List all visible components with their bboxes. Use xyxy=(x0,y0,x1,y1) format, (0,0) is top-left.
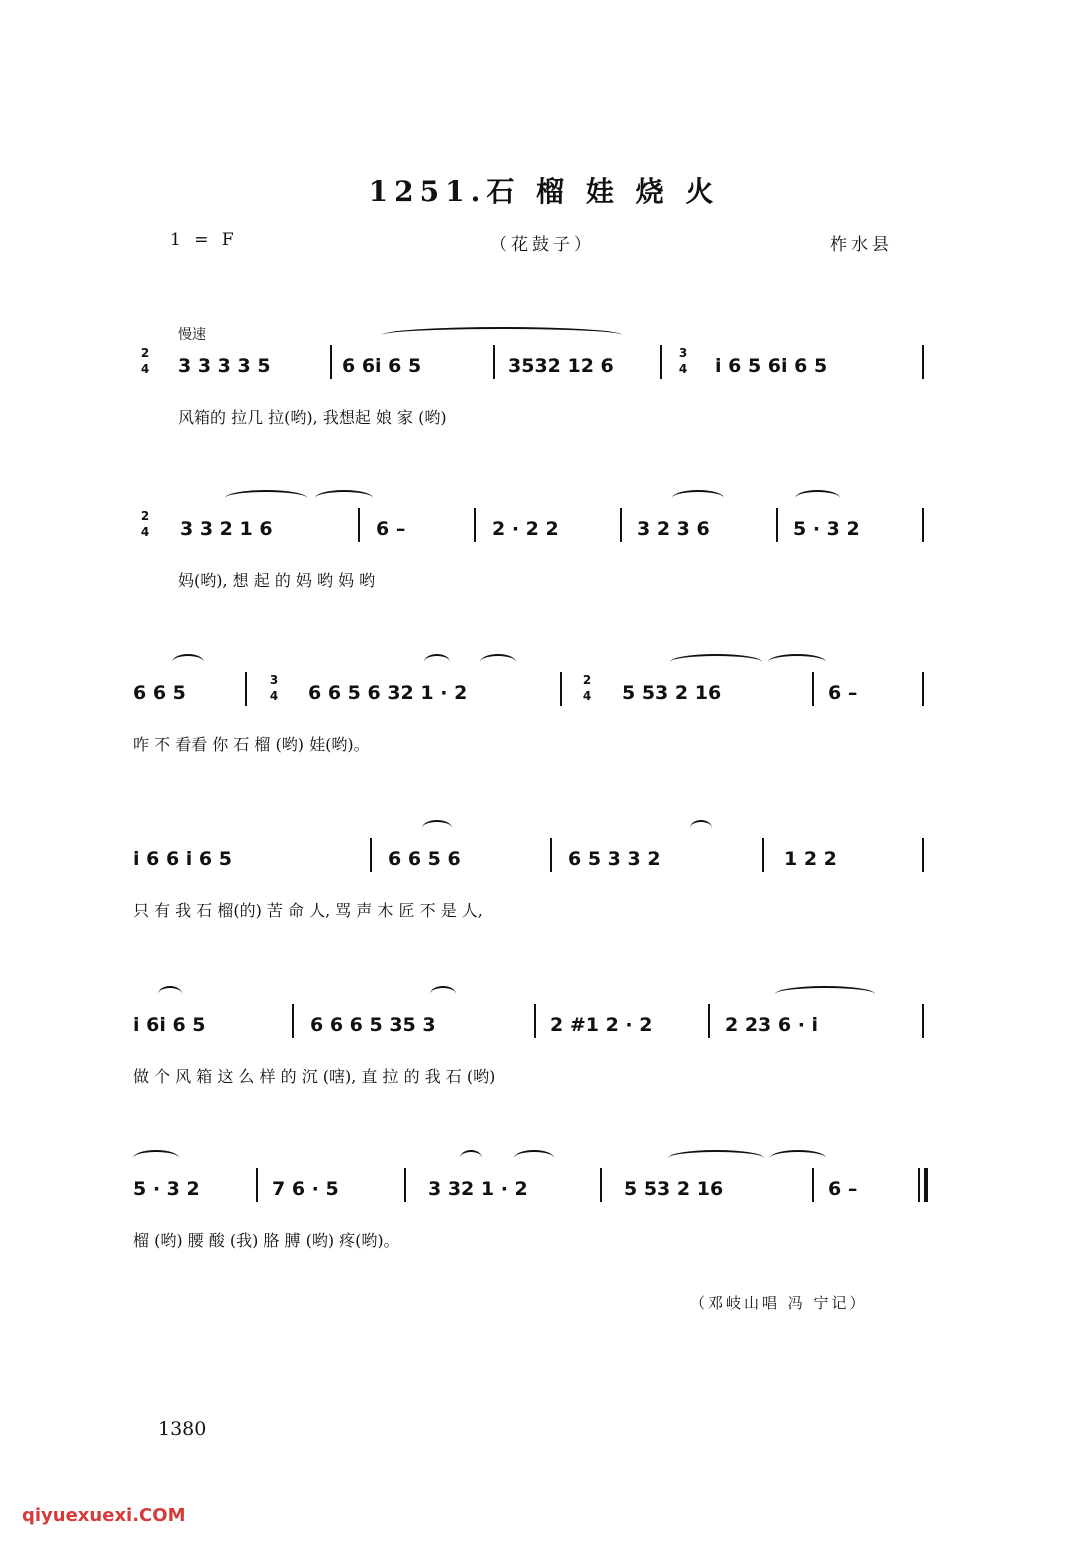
slur xyxy=(422,820,452,836)
measure-notes: 1 2 2 xyxy=(784,848,837,870)
bar-line xyxy=(474,508,476,542)
measure-notes: 6 6 5 6 xyxy=(388,848,461,870)
bar-line xyxy=(922,508,924,542)
bar-line xyxy=(922,838,924,872)
slur xyxy=(514,1150,554,1166)
lyrics-line: 做 个 风 箱 这 么 样 的 沉 (嗐), 直 拉 的 我 石 (哟) xyxy=(133,1067,496,1086)
slur xyxy=(668,1150,764,1166)
bar-line xyxy=(493,345,495,379)
bar-line xyxy=(245,672,247,706)
bar-line xyxy=(600,1168,602,1202)
time-signature: 3 4 xyxy=(269,673,279,703)
measure-notes: 6 – xyxy=(376,518,406,540)
measure-notes: 5 · 3 2 xyxy=(133,1178,200,1200)
bar-line xyxy=(922,345,924,379)
measure-notes: 3 3 2 1 6 xyxy=(180,518,273,540)
measure-notes: 2 23 6 · i xyxy=(725,1014,819,1036)
final-bar-line-thick xyxy=(924,1168,928,1202)
bar-line xyxy=(370,838,372,872)
bar-line xyxy=(922,1004,924,1038)
measure-notes: 3532 12 6 xyxy=(508,355,614,377)
slur xyxy=(225,490,307,506)
lyrics-line: 妈(哟), 想 起 的 妈 哟 妈 哟 xyxy=(178,571,376,590)
bar-line xyxy=(660,345,662,379)
bar-line xyxy=(358,508,360,542)
slur xyxy=(672,490,724,506)
bar-line xyxy=(620,508,622,542)
song-title: 1251.石 榴 娃 烧 火 xyxy=(368,175,720,208)
bar-line xyxy=(330,345,332,379)
slur xyxy=(770,1150,826,1166)
measure-notes: 3 2 3 6 xyxy=(637,518,710,540)
bar-line xyxy=(812,1168,814,1202)
bar-line xyxy=(404,1168,406,1202)
measure-notes: 5 53 2 16 xyxy=(622,682,722,704)
site-watermark[interactable]: qiyuexuexi.COM xyxy=(22,1505,186,1526)
measure-notes: 5 · 3 2 xyxy=(793,518,860,540)
bar-line xyxy=(762,838,764,872)
slur xyxy=(795,490,840,506)
genre-label: （花鼓子） xyxy=(490,235,595,255)
time-signature: 3 4 xyxy=(678,346,688,376)
time-signature: 2 4 xyxy=(140,346,150,376)
slur xyxy=(775,986,875,1002)
measure-notes: 6 6 5 xyxy=(133,682,186,704)
measure-notes: i 6i 6 5 xyxy=(133,1014,206,1036)
bar-line xyxy=(708,1004,710,1038)
bar-line xyxy=(534,1004,536,1038)
bar-line xyxy=(812,672,814,706)
measure-notes: 5 53 2 16 xyxy=(624,1178,724,1200)
slur xyxy=(480,654,516,670)
slur xyxy=(133,1150,179,1166)
measure-notes: 6 5 3 3 2 xyxy=(568,848,661,870)
measure-notes: 6 6 5 6 32 1 · 2 xyxy=(308,682,468,704)
bar-line xyxy=(256,1168,258,1202)
slur xyxy=(670,654,762,670)
time-signature: 2 4 xyxy=(140,509,150,539)
final-bar-line xyxy=(918,1168,920,1202)
measure-notes: i 6 6 i 6 5 xyxy=(133,848,232,870)
page-number: 1380 xyxy=(158,1418,207,1440)
slur xyxy=(460,1150,482,1166)
slur xyxy=(382,327,622,343)
measure-notes: 6 6i 6 5 xyxy=(342,355,422,377)
measure-notes: 6 – xyxy=(828,682,858,704)
bar-line xyxy=(292,1004,294,1038)
lyrics-line: 只 有 我 石 榴(的) 苦 命 人, 骂 声 木 匠 不 是 人, xyxy=(133,901,483,920)
measure-notes: 2 · 2 2 xyxy=(492,518,559,540)
measure-notes: 3 3 3 3 5 xyxy=(178,355,271,377)
performer-credit: （邓岐山唱 冯 宁记） xyxy=(690,1294,868,1312)
lyrics-line: 咋 不 看看 你 石 榴 (哟) 娃(哟)。 xyxy=(133,735,370,754)
slur xyxy=(768,654,826,670)
bar-line xyxy=(922,672,924,706)
time-signature: 2 4 xyxy=(582,673,592,703)
lyrics-line: 榴 (哟) 腰 酸 (我) 胳 膊 (哟) 疼(哟)。 xyxy=(133,1231,400,1250)
bar-line xyxy=(550,838,552,872)
measure-notes: 6 6 6 5 35 3 xyxy=(310,1014,436,1036)
measure-notes: 6 – xyxy=(828,1178,858,1200)
slur xyxy=(172,654,204,670)
bar-line xyxy=(560,672,562,706)
slur xyxy=(424,654,450,670)
measure-notes: 7 6 · 5 xyxy=(272,1178,339,1200)
slur xyxy=(158,986,182,1002)
key-signature: 1 = F xyxy=(170,230,238,250)
measure-notes: 3 32 1 · 2 xyxy=(428,1178,528,1200)
region-label: 柞水县 xyxy=(830,235,893,255)
lyrics-line: 风箱的 拉几 拉(哟), 我想起 娘 家 (哟) xyxy=(178,408,447,427)
tempo-marking: 慢速 xyxy=(178,327,206,343)
slur xyxy=(430,986,456,1002)
slur xyxy=(690,820,712,836)
measure-notes: 2 #1 2 · 2 xyxy=(550,1014,653,1036)
measure-notes: i 6 5 6i 6 5 xyxy=(715,355,828,377)
slur xyxy=(315,490,373,506)
bar-line xyxy=(776,508,778,542)
